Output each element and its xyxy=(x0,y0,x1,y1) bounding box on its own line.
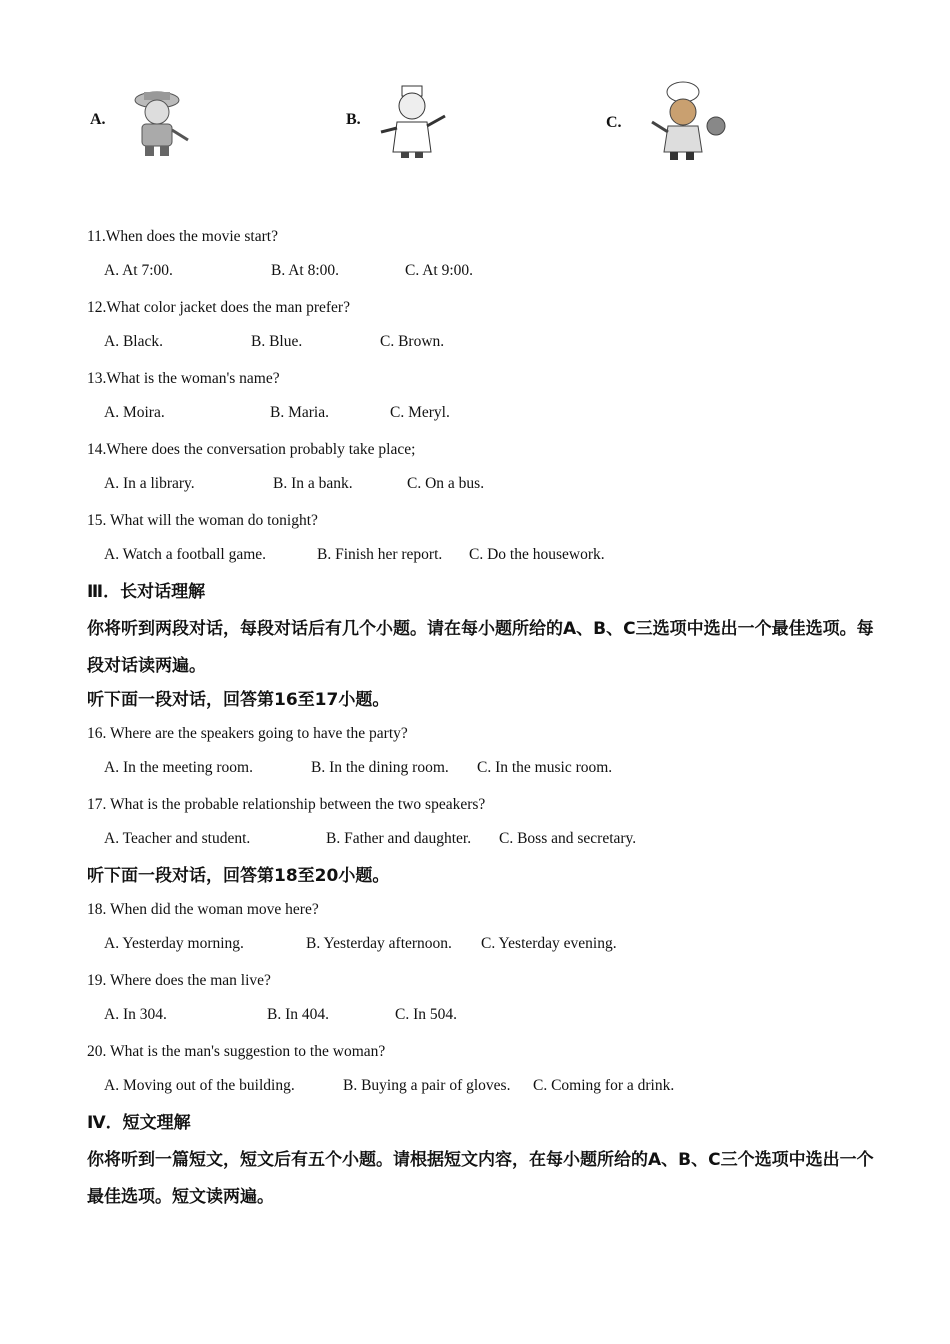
question-text: 17. What is the probable relationship between the two speakers? xyxy=(87,796,486,813)
question-text: 14.Where does the conversation probably take place; xyxy=(87,441,416,458)
option-a[interactable]: A. Teacher and student. xyxy=(104,830,251,847)
option-b[interactable]: B. In 404. xyxy=(267,1006,329,1023)
option-a[interactable]: A. Black. xyxy=(104,333,163,350)
option-a-picture[interactable] xyxy=(90,80,202,160)
section-3-instruction: 你将听到两段对话，每段对话后有几个小题。请在每小题所给的A、B、C三选项中选出一个最佳选项。每段对话读两遍。 xyxy=(87,619,874,676)
option-c[interactable]: C. Do the housework. xyxy=(469,546,605,563)
question-12 xyxy=(87,293,877,364)
question-text: 19. Where does the man live? xyxy=(87,972,271,989)
dialogue-2-heading: 听下面一段对话，回答第18至20小题。 xyxy=(87,866,390,886)
question-11 xyxy=(87,222,877,293)
option-c[interactable]: C. Meryl. xyxy=(390,404,450,421)
answer-options xyxy=(87,257,877,293)
question-19 xyxy=(87,966,877,1037)
question-text: 11.When does the movie start? xyxy=(87,228,278,245)
answer-options xyxy=(87,328,877,364)
nurse-icon xyxy=(367,80,457,160)
question-text: 20. What is the man's suggestion to the woman? xyxy=(87,1043,386,1060)
answer-options xyxy=(87,541,877,577)
answer-options xyxy=(87,1072,877,1108)
question-text: 13.What is the woman's name? xyxy=(87,370,280,387)
option-letter: B. xyxy=(346,111,361,128)
answer-options xyxy=(87,825,877,861)
option-a[interactable]: A. In the meeting room. xyxy=(104,759,253,776)
question-15 xyxy=(87,506,877,577)
option-c[interactable]: C. In 504. xyxy=(395,1006,457,1023)
option-c[interactable]: C. At 9:00. xyxy=(405,262,474,279)
question-text: 15. What will the woman do tonight? xyxy=(87,512,318,529)
option-b[interactable]: B. Buying a pair of gloves. xyxy=(343,1077,511,1094)
option-a[interactable]: A. Yesterday morning. xyxy=(104,935,244,952)
question-20 xyxy=(87,1037,877,1108)
answer-options xyxy=(87,754,877,790)
answer-options xyxy=(87,930,877,966)
cook-icon xyxy=(628,80,738,165)
option-b[interactable]: B. Yesterday afternoon. xyxy=(306,935,452,952)
question-17 xyxy=(87,790,877,861)
option-letter: C. xyxy=(606,113,622,131)
option-a[interactable]: A. In 304. xyxy=(104,1006,167,1023)
section-4-instruction: 你将听到一篇短文，短文后有五个小题。请根据短文内容，在每小题所给的A、B、C三个选项中选出一个最佳选项。短文读两遍。 xyxy=(87,1150,874,1207)
exam-content xyxy=(87,222,877,1216)
question-text: 16. Where are the speakers going to have the party? xyxy=(87,725,408,742)
option-b[interactable]: B. In a bank. xyxy=(273,475,353,492)
answer-options xyxy=(87,470,877,506)
option-a[interactable]: A. In a library. xyxy=(104,475,195,492)
question-13 xyxy=(87,364,877,435)
option-b[interactable]: B. Father and daughter. xyxy=(326,830,472,847)
option-a[interactable]: A. Moira. xyxy=(104,404,165,421)
option-a[interactable]: A. At 7:00. xyxy=(104,262,173,279)
policeman-icon xyxy=(112,80,202,160)
option-c[interactable]: C. Yesterday evening. xyxy=(481,935,617,952)
question-text: 12.What color jacket does the man prefer? xyxy=(87,299,350,316)
option-c[interactable]: C. On a bus. xyxy=(407,475,485,492)
section-4-title: Ⅳ．短文理解 xyxy=(87,1113,191,1133)
option-b[interactable]: B. Maria. xyxy=(270,404,329,421)
question-16 xyxy=(87,719,877,790)
option-c[interactable]: C. In the music room. xyxy=(477,759,613,776)
option-c[interactable]: C. Coming for a drink. xyxy=(533,1077,675,1094)
option-c-picture[interactable] xyxy=(606,80,738,165)
option-b[interactable]: B. In the dining room. xyxy=(311,759,449,776)
option-letter: A. xyxy=(90,111,106,128)
picture-options xyxy=(88,80,788,175)
question-text: 18. When did the woman move here? xyxy=(87,901,319,918)
option-b[interactable]: B. Blue. xyxy=(251,333,303,350)
option-b-picture[interactable] xyxy=(346,80,457,160)
option-a[interactable]: A. Watch a football game. xyxy=(104,546,267,563)
section-3-title: Ⅲ．长对话理解 xyxy=(87,582,206,602)
option-a[interactable]: A. Moving out of the building. xyxy=(104,1077,295,1094)
question-14 xyxy=(87,435,877,506)
option-b[interactable]: B. Finish her report. xyxy=(317,546,443,563)
answer-options xyxy=(87,1001,877,1037)
question-18 xyxy=(87,895,877,966)
dialogue-1-heading: 听下面一段对话，回答第16至17小题。 xyxy=(87,690,390,710)
option-b[interactable]: B. At 8:00. xyxy=(271,262,340,279)
option-c[interactable]: C. Boss and secretary. xyxy=(499,830,637,847)
option-c[interactable]: C. Brown. xyxy=(380,333,445,350)
answer-options xyxy=(87,399,877,435)
